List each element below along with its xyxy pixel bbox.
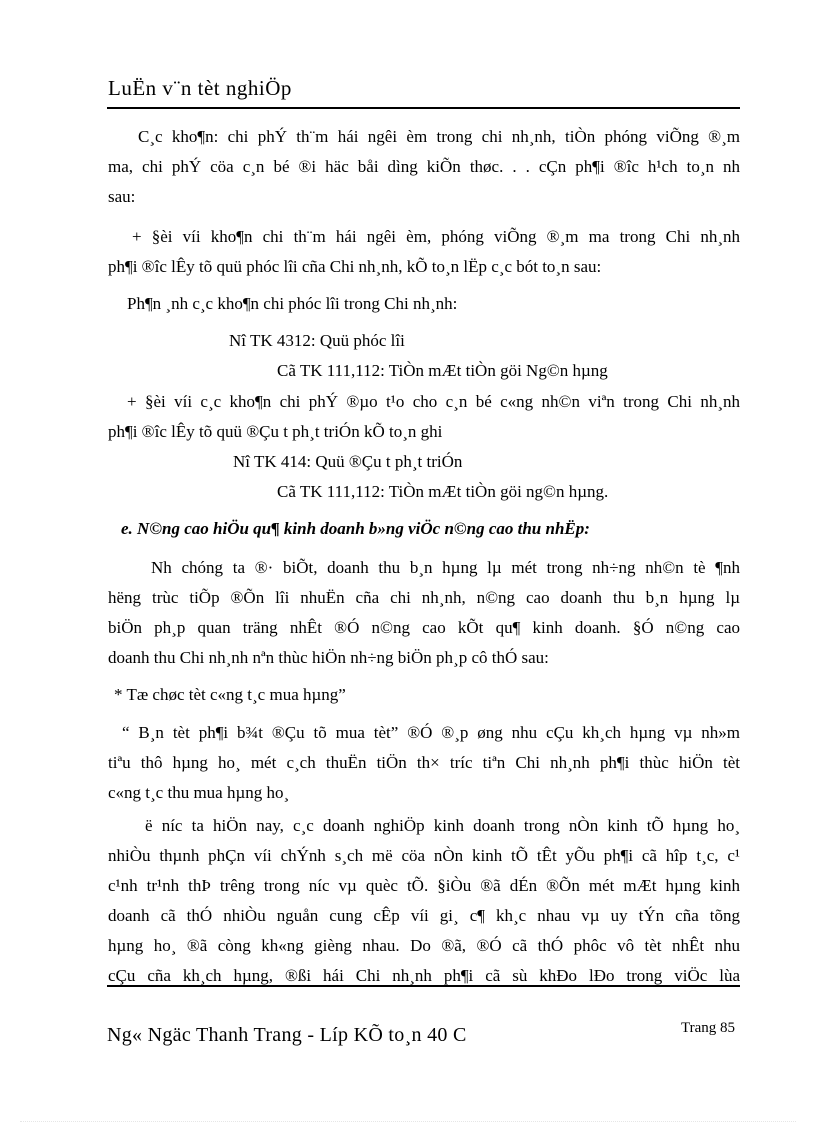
page-header-title: LuËn v¨n tèt nghiÖp [108, 76, 292, 100]
body-line: hµng ho¸ ®ã còng kh«ng gièng nhau. Do ®ã, ®Ó cã thÓ phôc vô tèt nhÊt nhu [108, 936, 740, 955]
section-heading: e. N©ng cao hiÖu qu¶ kinh doanh b»ng viÖc n©ng cao thu nhËp: [121, 519, 590, 538]
body-line: ë níc ta hiÖn nay, c¸c doanh nghiÖp kinh doanh trong nÒn kinh tÕ hµng ho¸ [145, 816, 740, 835]
journal-entry-credit: Cã TK 111,112: TiÒn mÆt tiÒn göi Ng©n hµng [277, 361, 608, 380]
footer-divider [107, 985, 740, 987]
page-bottom-edge [20, 1121, 796, 1122]
body-line: c¹nh tr¹nh thÞ trêng trong níc vµ quèc tÕ. §iÒu ®ã dÉn ®Õn mét mÆt hµng kinh [108, 876, 740, 895]
body-line: nhiÒu thµnh phÇn víi chÝnh s¸ch më cöa nÒn kinh tÕ tÊt yÕu ph¶i cã hîp t¸c, c¹ [108, 846, 740, 865]
body-line: + §èi víi kho¶n chi th¨m hái ngêi èm, phóng viÕng ®¸m ma trong Chi nh¸nh [132, 227, 740, 246]
footer-author: Ng« Ngäc Thanh Trang - Líp KÕ to¸n 40 C [107, 1024, 467, 1046]
body-line: sau: [108, 187, 136, 206]
body-line: ph¶i ®îc lÊy tõ quü phóc lîi cña Chi nh¸nh, kÕ to¸n lËp c¸c bót to¸n sau: [108, 257, 602, 276]
page-number: Trang 85 [681, 1020, 736, 1036]
body-line: doanh cã thÓ nhiÒu nguån cung cÊp víi gi¸ c¶ kh¸c nhau vµ uy tÝn cña tõng [108, 906, 740, 925]
journal-entry-debit: Nî TK 414: Quü ®Çu t ph¸t triÓn [233, 452, 463, 471]
bullet-item: * Tæ chøc tèt c«ng t¸c mua hµng” [114, 685, 346, 704]
body-line: c«ng t¸c thu mua hµng ho¸ [108, 783, 290, 802]
body-line: + §èi víi c¸c kho¶n chi phÝ ®µo t¹o cho c¸n bé c«ng nh©n viªn trong Chi nh¸nh [127, 392, 740, 411]
body-line: Nh chóng ta ®· biÕt, doanh thu b¸n hµng lµ mét trong nh÷ng nh©n tè ¶nh [151, 558, 740, 577]
body-line: hëng trùc tiÕp ®Õn lîi nhuËn cña chi nh¸nh, n©ng cao doanh thu b¸n hµng lµ [108, 588, 740, 607]
journal-entry-debit: Nî TK 4312: Quü phóc lîi [229, 331, 405, 350]
body-line: biÖn ph¸p quan träng nhÊt ®Ó n©ng cao kÕt qu¶ kinh doanh. §Ó n©ng cao [108, 618, 740, 637]
body-line: ph¶i ®îc lÊy tõ quü ®Çu t ph¸t triÓn kÕ to¸n ghi [108, 422, 443, 441]
body-line: cÇu cña kh¸ch hµng, ®ßi hái Chi nh¸nh ph¶i cã sù khÐo lÐo trong viÖc lùa [108, 966, 740, 985]
body-line: ma, chi phÝ cöa c¸n bé ®i häc båi dìng kiÕn thøc. . . cÇn ph¶i ®îc h¹ch to¸n nh [108, 157, 740, 176]
body-line: C¸c kho¶n: chi phÝ th¨m hái ngêi èm trong chi nh¸nh, tiÒn phóng viÕng ®¸m [138, 127, 740, 146]
body-line: Ph¶n ¸nh c¸c kho¶n chi phóc lîi trong Chi nh¸nh: [127, 294, 458, 313]
journal-entry-credit: Cã TK 111,112: TiÒn mÆt tiÒn göi ng©n hµng. [277, 482, 609, 501]
body-line: doanh thu Chi nh¸nh nªn thùc hiÖn nh÷ng biÖn ph¸p cô thÓ sau: [108, 648, 549, 667]
body-line: tiªu thô hµng ho¸ mét c¸ch thuËn tiÖn th× tríc tiªn Chi nh¸nh ph¶i thùc hiÖn tèt [108, 753, 740, 772]
header-divider [107, 107, 740, 109]
body-line: “ B¸n tèt ph¶i b¾t ®Çu tõ mua tèt” ®Ó ®¸p øng nhu cÇu kh¸ch hµng vµ nh»m [122, 723, 740, 742]
